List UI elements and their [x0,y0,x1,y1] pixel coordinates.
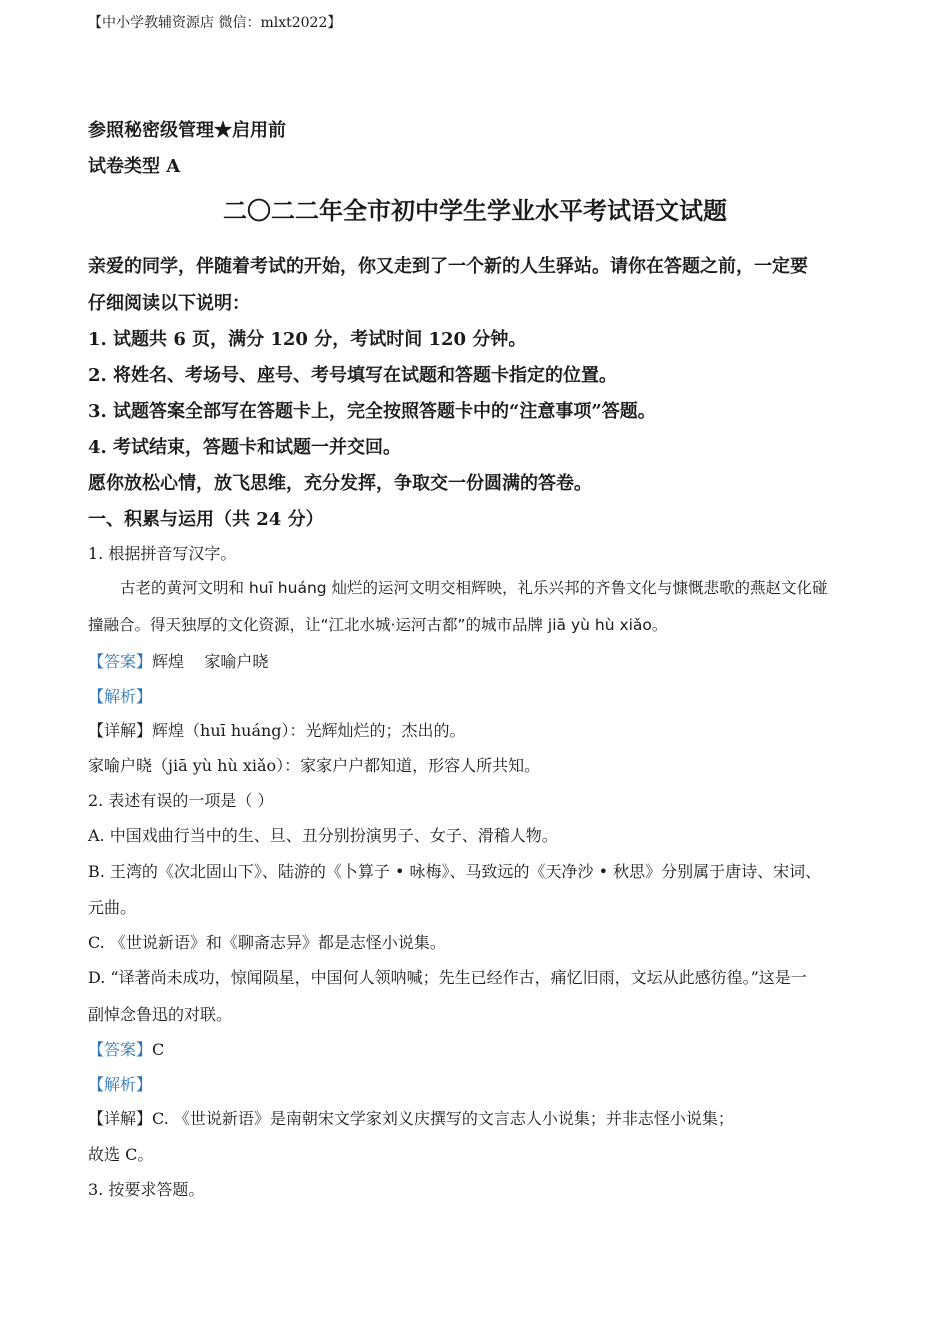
q2-option-d-line-1: D. “译著尚未成功，惊闻陨星，中国何人领呐喊；先生已经作古，痛忆旧雨，文坛从此感彷徨。”这是一 [88,968,807,987]
q2-option-b-line-1: B. 王湾的《次北固山下》、陆游的《卜算子 • 咏梅》、马致远的《天净沙 • 秋思》分别属于唐诗、宋词、 [88,862,822,881]
q2-option-c: C. 《世说新语》和《聊斋志异》都是志怪小说集。 [88,933,446,952]
answer-tag: 【答案】 [88,652,153,671]
q2-detail-2: 故选 C。 [88,1145,154,1164]
page-header: 【中小学教辅资源店 微信：mlxt2022】 [88,15,342,31]
secret-level: 参照秘密级管理★启用前 [88,120,286,141]
q2-option-d-line-2: 副悼念鲁迅的对联。 [88,1005,233,1024]
q2-stem: 2. 表述有误的一项是（ ） [88,791,274,810]
q1-passage-line-2: 撞融合。得天独厚的文化资源，让“江北水城·运河古都”的城市品牌 jiā yù hù xiǎo。 [88,616,668,634]
q3-stem: 3. 按要求答题。 [88,1180,205,1199]
note-2: 2. 将姓名、考场号、座号、考号填写在试题和答题卡指定的位置。 [88,365,618,386]
detail-tag: 【详解】 [88,721,153,740]
q2-detail-text-1: C. 《世说新语》是南朝宋文学家刘义庆撰写的文言志人小说集；并非志怪小说集； [152,1109,734,1128]
q2-option-b-line-2: 元曲。 [88,898,137,917]
q1-passage-line-1: 古老的黄河文明和 huī huáng 灿烂的运河文明交相辉映，礼乐兴邦的齐鲁文化与慷慨悲歌的燕赵文化碰 [120,579,828,597]
q2-detail-1 [88,1106,734,1129]
note-3: 3. 试题答案全部写在答题卡上，完全按照答题卡中的“注意事项”答题。 [88,401,656,422]
q2-analysis-tag: 【解析】 [88,1075,153,1094]
q1-detail-text-1: 辉煌（huī huáng）：光辉灿烂的；杰出的。 [152,721,466,740]
note-4: 4. 考试结束，答题卡和试题一并交回。 [88,437,402,458]
q1-analysis-tag: 【解析】 [88,687,153,706]
q2-option-a: A. 中国戏曲行当中的生、旦、丑分别扮演男子、女子、滑稽人物。 [88,826,558,845]
intro-line-1: 亲爱的同学，伴随着考试的开始，你又走到了一个新的人生驿站。请你在答题之前，一定要 [88,256,808,277]
q1-stem: 1. 根据拼音写汉字。 [88,544,237,563]
section-1-heading: 一、积累与运用（共 24 分） [88,509,324,530]
exam-title: 二〇二二年全市初中学生学业水平考试语文试题 [223,196,727,225]
q1-answer [88,649,268,672]
intro-wish: 愿你放松心情，放飞思维，充分发挥，争取交一份圆满的答卷。 [88,473,592,494]
q2-answer-text: C [152,1040,165,1059]
q1-answer-text: 辉煌 家喻户晓 [152,652,269,671]
q1-detail-1 [88,718,466,741]
intro-line-2: 仔细阅读以下说明： [88,293,250,314]
note-1: 1. 试题共 6 页，满分 120 分，考试时间 120 分钟。 [88,329,527,350]
paper-type: 试卷类型 A [88,156,181,177]
q1-detail-2: 家喻户晓（jiā yù hù xiǎo）：家家户户都知道，形容人所共知。 [88,756,541,775]
answer-tag: 【答案】 [88,1040,153,1059]
q2-answer [88,1037,164,1060]
detail-tag: 【详解】 [88,1109,153,1128]
